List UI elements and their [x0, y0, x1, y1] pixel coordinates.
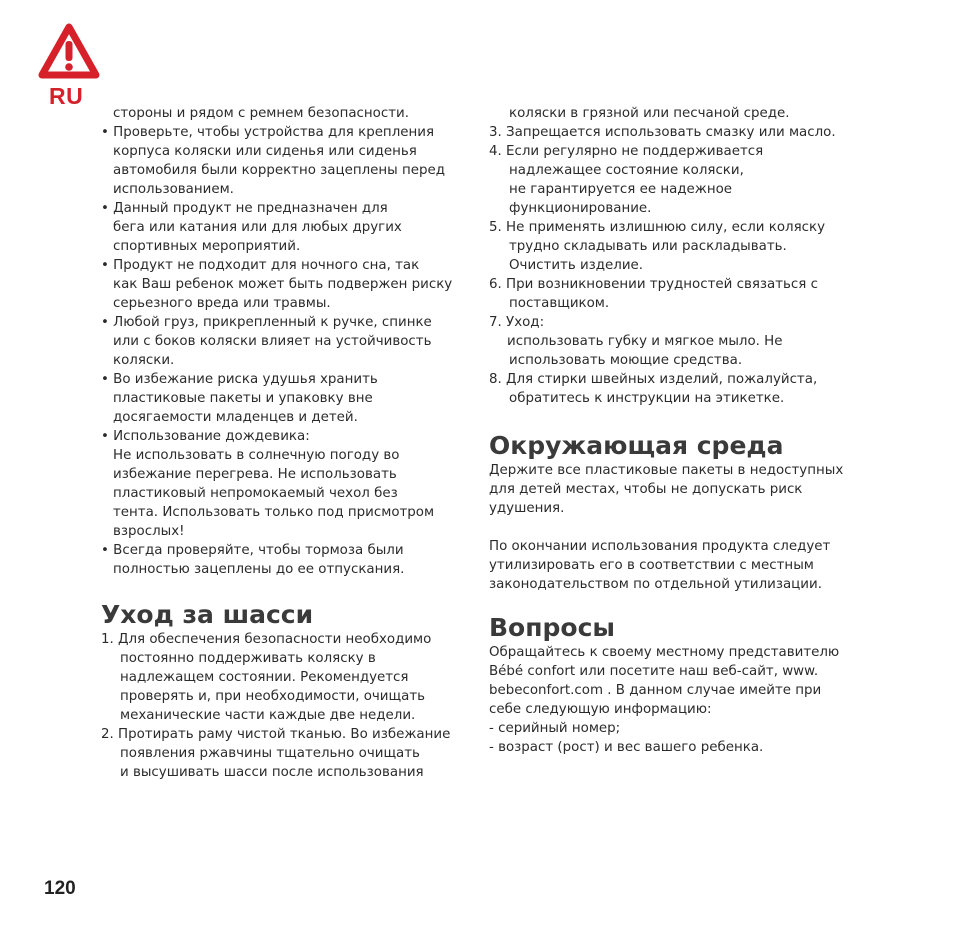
bullet-item: • Продукт не подходит для ночного сна, так	[101, 258, 420, 273]
text-line: Bébé confort или посетите наш веб-сайт, www.	[489, 664, 819, 679]
text-line: избежание перегрева. Не использовать	[113, 467, 397, 482]
text-line: и высушивать шасси после использования	[120, 765, 424, 780]
list-item: - возраст (рост) и вес вашего ребенка.	[489, 740, 764, 755]
warning-triangle-icon	[37, 22, 101, 82]
text-line: тента. Использовать только под присмотром	[113, 505, 435, 520]
text-line: bebeconfort.com . В данном случае имейте при	[489, 683, 822, 698]
text-line: Обращайтесь к своему местному представителю	[489, 645, 840, 660]
list-item: - серийный номер;	[489, 721, 621, 736]
text-line: досягаемости младенцев и детей.	[113, 410, 358, 425]
text-line: проверять и, при необходимости, очищать	[120, 689, 426, 704]
numbered-item: 2. Протирать раму чистой тканью. Во избежание	[101, 727, 451, 742]
numbered-item: 5. Не применять излишнюю силу, если коляску	[489, 220, 825, 235]
text-line: Держите все пластиковые пакеты в недоступных	[489, 463, 844, 478]
text-line: Очистить изделие.	[509, 258, 644, 273]
text-line: себе следующую информацию:	[489, 702, 712, 717]
text-line: не гарантируется ее надежное	[509, 182, 733, 197]
text-line: для детей местах, чтобы не допускать риск	[489, 482, 803, 497]
bullet-item: • Использование дождевика:	[101, 429, 310, 444]
section-heading-environment: Окружающая среда	[489, 431, 784, 460]
text-line: появления ржавчины тщательно очищать	[120, 746, 420, 761]
text-line: использовать моющие средства.	[509, 353, 743, 368]
text-line: постоянно поддерживать коляску в	[120, 651, 376, 666]
text-line: пластиковые пакеты и упаковку вне	[113, 391, 373, 406]
bullet-item: • Данный продукт не предназначен для	[101, 201, 388, 216]
numbered-item: 7. Уход:	[489, 315, 545, 330]
text-line: бега или катания или для любых других	[113, 220, 402, 235]
language-code: RU	[49, 83, 84, 109]
text-line: поставщиком.	[509, 296, 610, 311]
text-line: корпуса коляски или сиденья или сиденья	[113, 144, 417, 159]
text-line: коляски в грязной или песчаной среде.	[509, 106, 790, 121]
text-line: или с боков коляски влияет на устойчивость	[113, 334, 432, 349]
text-line: пластиковый непромокаемый чехол без	[113, 486, 398, 501]
numbered-item: 6. При возникновении трудностей связаться с	[489, 277, 818, 292]
left-column	[101, 104, 461, 782]
text-line: серьезного вреда или травмы.	[113, 296, 331, 311]
bullet-item: • Всегда проверяйте, чтобы тормоза были	[101, 543, 404, 558]
text-line: механические части каждые две недели.	[120, 708, 416, 723]
right-column	[489, 104, 859, 757]
text-line: надлежащее состояние коляски,	[509, 163, 744, 178]
text-line: удушения.	[489, 501, 565, 516]
section-heading-chassis-care: Уход за шасси	[101, 600, 314, 629]
text-line: трудно складывать или раскладывать.	[509, 239, 787, 254]
text-line: спортивных мероприятий.	[113, 239, 301, 254]
text-line: утилизировать его в соответствии с местным	[489, 558, 814, 573]
text-line: автомобиля были корректно зацеплены перед	[113, 163, 445, 178]
numbered-item: 8. Для стирки швейных изделий, пожалуйста,	[489, 372, 818, 387]
text-line: надлежащем состоянии. Рекомендуется	[120, 670, 409, 685]
bullet-item: • Любой груз, прикрепленный к ручке, спинке	[101, 315, 432, 330]
bullet-item: • Проверьте, чтобы устройства для крепления	[101, 125, 435, 140]
page-number: 120	[44, 878, 76, 899]
text-line: использованием.	[113, 182, 234, 197]
numbered-item: 4. Если регулярно не поддерживается	[489, 144, 764, 159]
text-line: функционирование.	[509, 201, 652, 216]
text-line: полностью зацеплены до ее отпускания.	[113, 562, 405, 577]
text-line: взрослых!	[113, 524, 185, 539]
text-line: коляски.	[113, 353, 175, 368]
text-line: Не использовать в солнечную погоду во	[113, 448, 400, 463]
text-line: использовать губку и мягкое мыло. Не	[507, 334, 783, 349]
text-line: По окончании использования продукта следует	[489, 539, 831, 554]
numbered-item: 1. Для обеспечения безопасности необходимо	[101, 632, 432, 647]
text-line: обратитесь к инструкции на этикетке.	[509, 391, 785, 406]
text-line: как Ваш ребенок может быть подвержен риску	[113, 277, 453, 292]
numbered-item: 3. Запрещается использовать смазку или масло.	[489, 125, 836, 140]
section-heading-questions: Вопросы	[489, 613, 616, 642]
text-line: стороны и рядом с ремнем безопасности.	[113, 106, 409, 121]
text-line: законодательством по отдельной утилизации.	[489, 577, 822, 592]
bullet-item: • Во избежание риска удушья хранить	[101, 372, 378, 387]
